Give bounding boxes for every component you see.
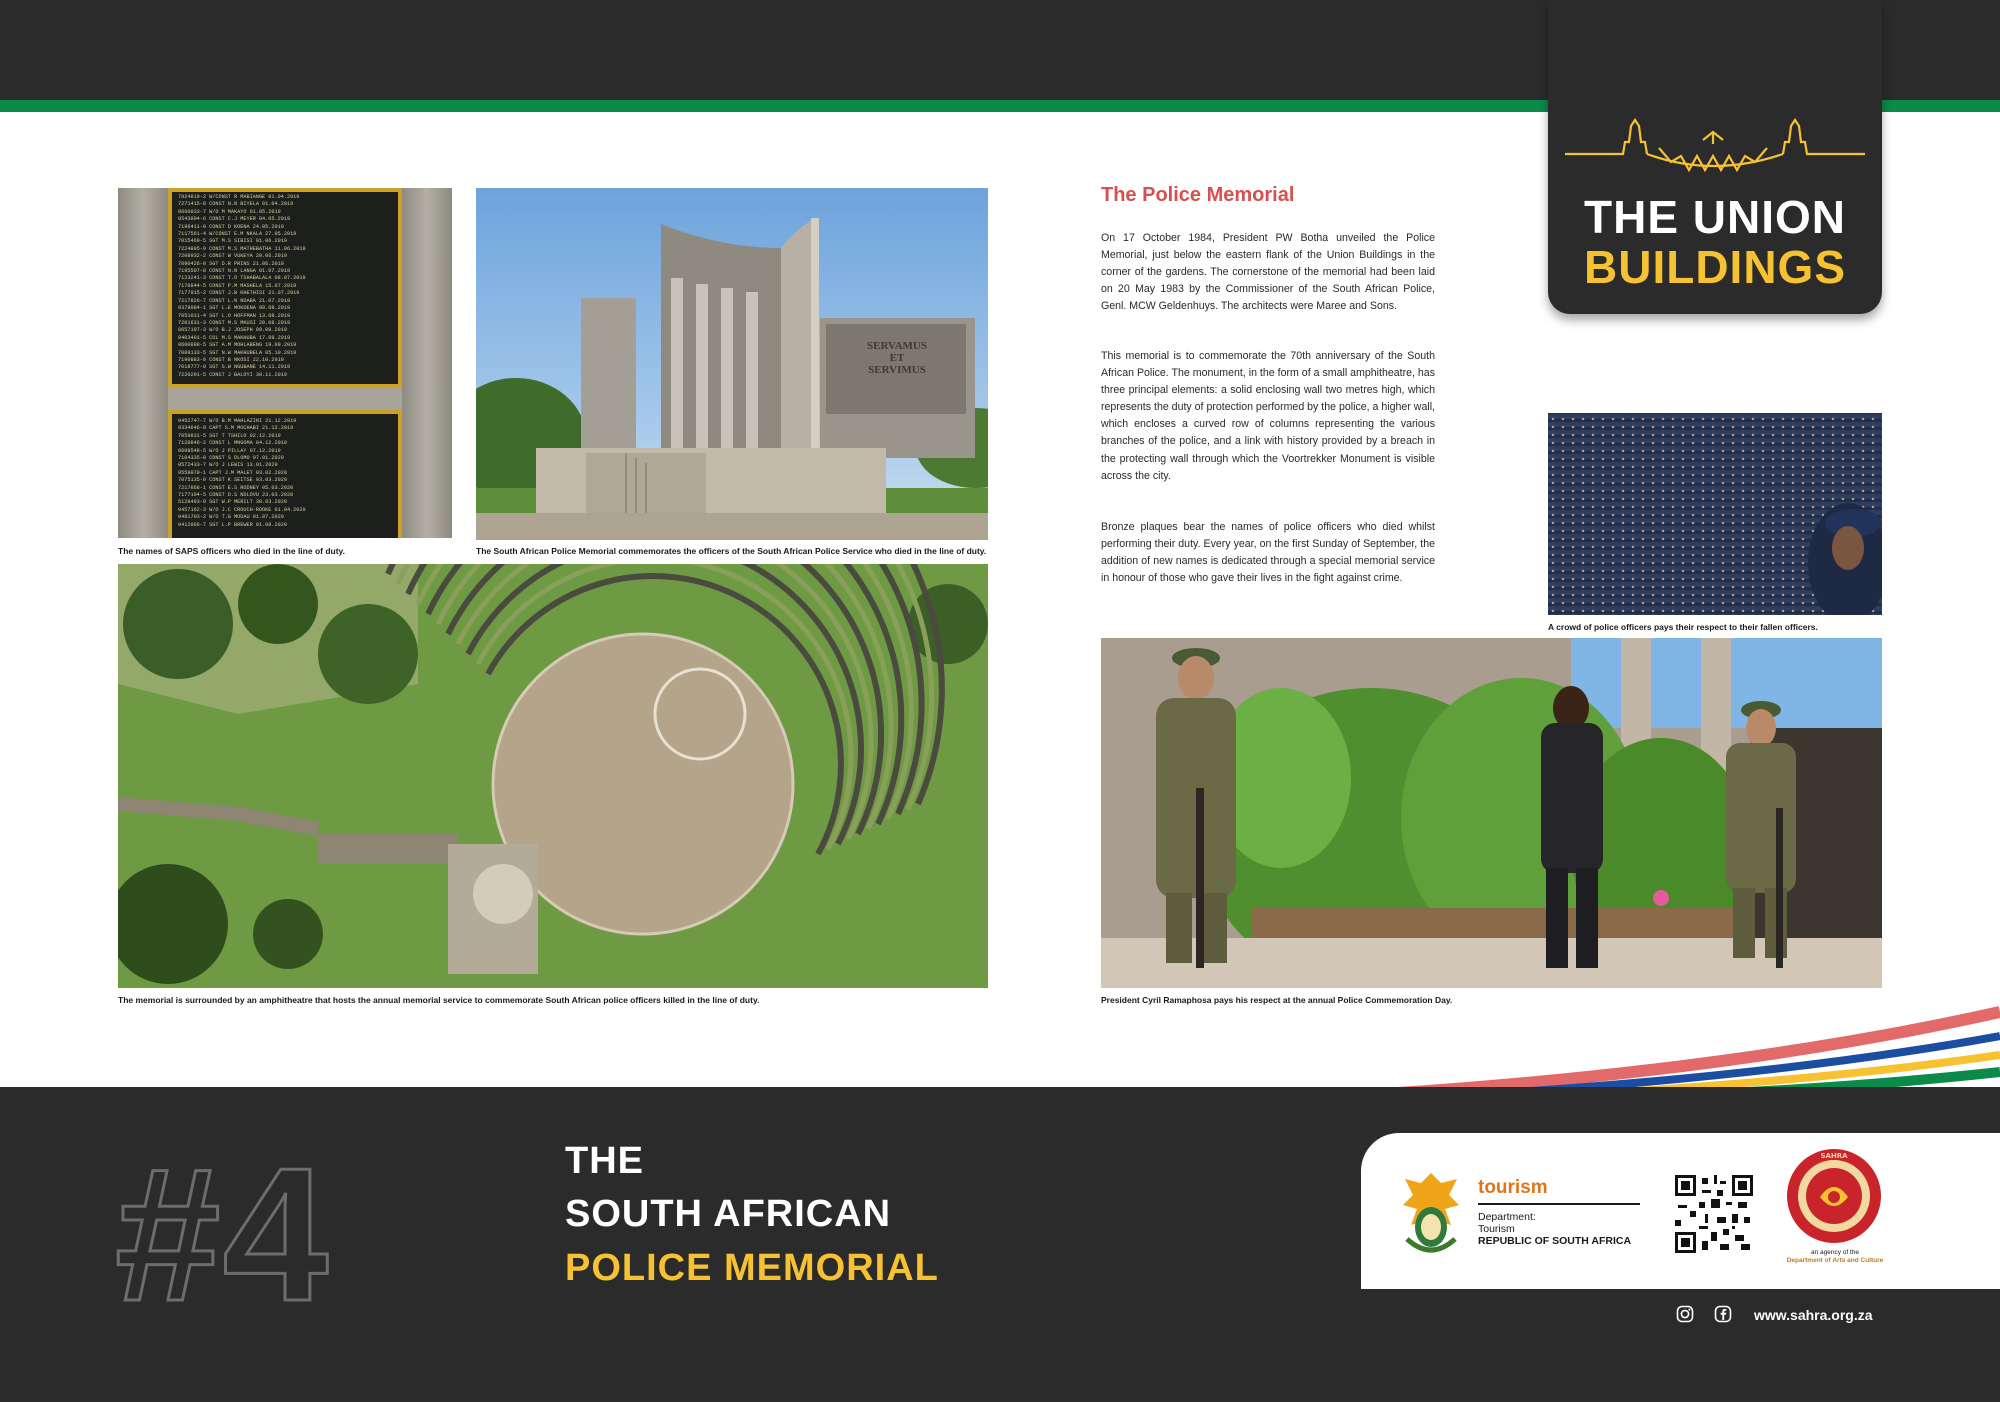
paragraph-3: Bronze plaques bear the names of police officers who died whilst performing their duty. Every year, on the first Sunday of September, the addition of new names is dedicated through a special memorial service in honour of those who gave their lives in the fight against crime.: [1101, 521, 1435, 585]
partner-logos-panel: [1361, 1133, 2000, 1289]
plaque-row: 7217826-7 CONST L.N NDABA 21.07.2019: [178, 297, 291, 304]
plaque-row: 0559079-1 CAPT J.M MALET 03.02.2020: [178, 469, 287, 476]
ceremony-caption: President Cyril Ramaphosa pays his respect at the annual Police Commemoration Day.: [1101, 995, 1453, 1005]
plaque-row: 0452747-7 W/O B.M MAHLAZINI 21.12.2019: [178, 418, 297, 424]
dept-line1: Department:: [1478, 1211, 1536, 1223]
plaque-row: 0600888-5 SGT A.M MOHLABENG 19.09.2019: [178, 342, 297, 349]
plaque-row: 7090426-0 SGT D.R PRINS 21.06.2019: [178, 260, 284, 267]
plaque-row: 7196411-0 CONST D KOENA 24.05.2019: [178, 223, 284, 230]
paragraph-2: This memorial is to commemorate the 70th anniversary of the South African Police. The monument, in the form of a small amphitheatre, has three principal elements: a solid enclosing wall two metres high, which represents the duty of protection performed by the police, a higher wall, which encloses a curved row of columns representing the various branches of the police, and a link with history provided by a breach in the protecting wall through which the Voortrekker Monument is visible across the city.: [1101, 350, 1435, 482]
crowd-photo: [1548, 413, 1882, 615]
plaque-row: 7177915-2 CONST J.B KHETHISI 21.07.2019: [178, 290, 300, 297]
sahra-seal-icon: [1785, 1147, 1883, 1245]
bottom-title-line1: THE: [565, 1140, 644, 1182]
plaque-row: 7924819-2 W/CONST R MABIANGE 01.04.2019: [178, 194, 300, 200]
entry-number: #4: [115, 1129, 331, 1341]
plaque-row: 7190883-9 CONST B NKOSI 22.10.2019: [178, 356, 284, 363]
plaque-row: 7123241-3 CONST T.O TSHABALALA 08.07.2019: [178, 275, 306, 282]
section-title: The Police Memorial: [1101, 184, 1295, 206]
department-tourism-text: [1478, 1211, 1631, 1247]
plaque-row: 0378084-1 SGT L.E MOKOENA 08.08.2019: [178, 305, 291, 312]
memorial-caption: The South African Police Memorial commemorates the officers of the South African Police Service who died in the line of duty.: [476, 546, 987, 556]
plaque-row: 7271415-8 CONST N.N BIYELA 01.04.2019: [178, 201, 294, 208]
plaque-row: 7117561-4 W/CONST E.M NKALA 27.05.2019: [178, 231, 297, 238]
qr-code-icon[interactable]: [1675, 1175, 1753, 1253]
dept-line3: REPUBLIC OF SOUTH AFRICA: [1478, 1235, 1632, 1247]
plaque-row: 0608548-5 W/O J PILLAY 07.12.2019: [178, 447, 281, 454]
plaque-row: 7170844-5 CONST P.M MASHELA 15.07.2019: [178, 282, 297, 289]
sahra-ring-text: SAHRA: [1820, 1152, 1848, 1160]
union-buildings-badge: [1548, 0, 1882, 314]
plaque-row: 0412066-7 SGT L.P BREWER 01.08.2020: [178, 521, 287, 528]
plaque-row: 0660933-7 W/O M MAKAYO 01.05.2019: [178, 208, 281, 215]
crowd-caption: A crowd of police officers pays their respect to their fallen officers.: [1548, 622, 1818, 632]
bottom-title-line2: SOUTH AFRICAN: [565, 1193, 892, 1235]
plaque-row: 0403401-5 COL M.S MAKHUBA 17.09.2019: [178, 334, 291, 341]
plaque-row: 5128493-9 SGT W.P MERILT 30.03.2020: [178, 499, 287, 506]
plaque-photo: [118, 188, 452, 538]
plaque-caption: The names of SAPS officers who died in the line of duty.: [118, 546, 346, 556]
plaque-row: 0572433-7 W/O J LEWIS 13.01.2020: [178, 462, 278, 469]
plaque-row: 7217868-1 CONST E.S RODNEY 05.03.2020: [178, 484, 294, 491]
aerial-photo: [118, 564, 988, 988]
instagram-icon[interactable]: [1676, 1305, 1694, 1323]
plaque-row: 7208932-2 CONST W VUKEYA 20.06.2019: [178, 253, 287, 260]
sahra-agency-line2: Department of Arts and Culture: [1786, 1257, 1884, 1264]
inscription-line-3: SERVIMUS: [868, 364, 926, 376]
inscription-line-2: ET: [889, 352, 905, 364]
coat-of-arms-icon: [1399, 1169, 1463, 1259]
bottom-title-line3: POLICE MEMORIAL: [565, 1247, 939, 1289]
plaque-row: 0657197-3 W/O B.J JOSEPH 09.09.2019: [178, 327, 287, 334]
plaque-name-list: [178, 194, 394, 379]
badge-title-line2: BUILDINGS: [1584, 241, 1846, 293]
plaque-row: 7120846-2 CONST L MNGOMA 04.12.2019: [178, 440, 287, 447]
memorial-photo: [476, 188, 988, 540]
plaque-name-list-2: [178, 418, 394, 529]
plaque-row: 7059831-5 SGT T TSHILO 02.12.2019: [178, 432, 281, 439]
aerial-caption: The memorial is surrounded by an amphitheatre that hosts the annual memorial service to commemorate South African police officers killed in the line of duty.: [118, 995, 760, 1005]
plaque-row: 7051011-4 SGT L.O HOFFMAN 13.08.2019: [178, 312, 291, 319]
plaque-row: 7220291-5 CONST J BALOYI 30.11.2019: [178, 371, 287, 378]
plaque-row: 7015469-5 SGT M.S SIBISI 01.06.2019: [178, 238, 287, 245]
plaque-row: 0334646-9 CAPT S.M MOCHABI 21.12.2019: [178, 425, 294, 432]
sahra-agency-line1: an agency of the: [1810, 1249, 1860, 1256]
ceremony-photo: [1101, 638, 1882, 988]
inscription-line-1: SERVAMUS: [867, 340, 927, 352]
union-buildings-skyline-icon: [1563, 112, 1867, 184]
plaque-row: 7177194-5 CONST D.S NDLOVU 23.03.2020: [178, 492, 294, 499]
plaque-row: 7195507-8 CONST N.N LANGA 01.07.2019: [178, 268, 291, 275]
tourism-divider: [1478, 1203, 1640, 1205]
facebook-icon[interactable]: [1714, 1305, 1732, 1323]
plaque-row: 0543894-6 CONST C.J MEYER 04.05.2019: [178, 216, 291, 223]
plaque-row: 7018777-0 SGT S.W NGUBANE 14.11.2019: [178, 364, 291, 371]
plaque-row: 7089133-5 SGT N.W MAKHUBELA 05.10.2019: [178, 349, 297, 356]
plaque-row: 7075135-0 CONST K SEITSE 03.03.2020: [178, 477, 287, 484]
memorial-inscription: [828, 340, 966, 376]
badge-title-line1: THE UNION: [1584, 191, 1846, 243]
plaque-row: 7104335-8 CONST S DLOMO 07.01.2020: [178, 455, 284, 462]
tourism-wordmark: tourism: [1478, 1177, 1548, 1198]
dept-line2: Tourism: [1478, 1223, 1515, 1235]
plaque-row: 0457162-3 W/O J.C CROUCH-ROOKE 01.04.2020: [178, 506, 306, 513]
paragraph-1: On 17 October 1984, President PW Botha unveiled the Police Memorial, just below the eastern flank of the Union Buildings in the corner of the gardens. The cornerstone of the memorial had been laid on 20 May 1983 by the Commissioner of the South African Police, Genl. MCW Geldenhuys. The architects were Maree and Sons.: [1101, 232, 1435, 313]
sahra-agency-text: [1773, 1249, 1897, 1265]
website-link[interactable]: www.sahra.org.za: [1754, 1307, 1873, 1323]
plaque-row: 7224895-9 CONST M.S MATHEBATHA 11.06.2019: [178, 245, 306, 252]
plaque-row: 7201631-3 CONST M.S MKUSI 20.08.2019: [178, 319, 291, 326]
plaque-row: 0481703-2 W/O T.G MODAU 01.07.2020: [178, 514, 284, 521]
